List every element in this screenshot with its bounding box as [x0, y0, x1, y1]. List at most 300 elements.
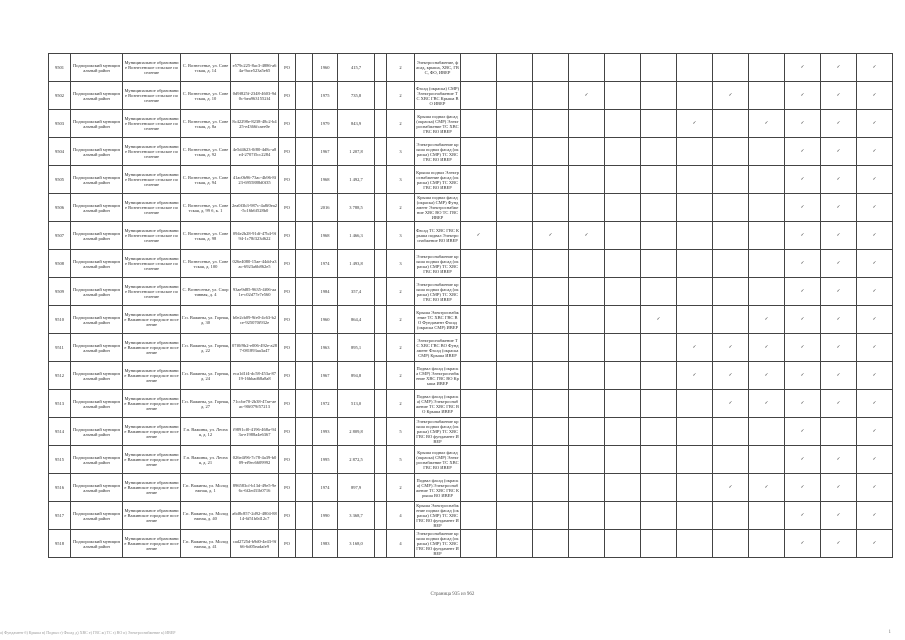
- empty-cell: [375, 334, 387, 362]
- wall-material-cell: РО: [279, 446, 296, 474]
- empty-cell: [461, 250, 497, 278]
- empty-cell: [296, 110, 313, 138]
- empty-cell: [677, 278, 713, 306]
- empty-cell: [497, 82, 533, 110]
- empty-cell: [641, 474, 677, 502]
- empty-cell: [569, 530, 605, 558]
- empty-cell: [749, 530, 785, 558]
- wall-material-cell: РО: [279, 306, 296, 334]
- empty-cell: [713, 306, 749, 334]
- check-mark-icon: ✓: [785, 278, 821, 306]
- floors-cell: 2: [387, 194, 415, 222]
- municipality-cell: Муниципальное образование Важинское городское поселение: [123, 362, 181, 390]
- district-cell: Подпорожский муниципальный район: [71, 278, 123, 306]
- address-cell: Г.п. Важины, ул. Горная, д. 30: [181, 306, 231, 334]
- empty-cell: [605, 194, 641, 222]
- empty-cell: [461, 306, 497, 334]
- empty-cell: [533, 54, 569, 82]
- area-cell: 1 207,8: [338, 138, 375, 166]
- check-mark-icon: ✓: [749, 390, 785, 418]
- guid-cell: e579c225-8ac3-4886-a64a-9ace523a5e65: [231, 54, 279, 82]
- address-cell: Г.п. Важины, ул. Молодежная, д. 41: [181, 530, 231, 558]
- district-cell: Подпорожский муниципальный район: [71, 334, 123, 362]
- empty-cell: [461, 530, 497, 558]
- empty-cell: [533, 278, 569, 306]
- check-mark-icon: ✓: [569, 222, 605, 250]
- empty-cell: [641, 362, 677, 390]
- empty-cell: [641, 138, 677, 166]
- check-mark-icon: ✓: [785, 250, 821, 278]
- check-mark-icon: ✓: [857, 54, 893, 82]
- area-cell: 1 466,3: [338, 222, 375, 250]
- empty-cell: [605, 222, 641, 250]
- empty-cell: [677, 54, 713, 82]
- empty-cell: [375, 362, 387, 390]
- empty-cell: [605, 250, 641, 278]
- floors-cell: 5: [387, 418, 415, 446]
- check-mark-icon: ✓: [713, 82, 749, 110]
- floors-cell: 2: [387, 474, 415, 502]
- bottom-legend-strip: а) Фундамент б) Крыша в) Подвал г) Фасад д) ХВС е) ГВС ж) ТС з) ВО и) Электроснабжение к) ИВЕР: [0, 630, 176, 635]
- check-mark-icon: ✓: [857, 362, 893, 390]
- check-mark-icon: ✓: [785, 110, 821, 138]
- guid-cell: eca1d1f4-dc58-453a-8719-16bbad68a8a8: [231, 362, 279, 390]
- check-mark-icon: ✓: [857, 530, 893, 558]
- table-row: [49, 166, 893, 194]
- area-cell: 864,4: [338, 306, 375, 334]
- row-number: 9504: [49, 138, 71, 166]
- empty-cell: [569, 278, 605, 306]
- empty-cell: [569, 166, 605, 194]
- empty-cell: [821, 418, 857, 446]
- check-mark-icon: ✓: [677, 362, 713, 390]
- empty-cell: [533, 334, 569, 362]
- check-mark-icon: ✓: [677, 110, 713, 138]
- check-mark-icon: ✓: [677, 334, 713, 362]
- empty-cell: [569, 250, 605, 278]
- works-list-cell: Фасад (окраска) СМР) Электроснабжение ТС ХВС ГВС Крыша ВО ИВЕР: [415, 82, 461, 110]
- check-mark-icon: ✓: [785, 474, 821, 502]
- check-mark-icon: ✓: [785, 446, 821, 474]
- empty-cell: [497, 194, 533, 222]
- empty-cell: [296, 306, 313, 334]
- empty-cell: [461, 194, 497, 222]
- empty-cell: [296, 390, 313, 418]
- empty-cell: [569, 306, 605, 334]
- empty-cell: [569, 138, 605, 166]
- empty-cell: [296, 418, 313, 446]
- municipality-cell: Муниципальное образование Важинское городское поселение: [123, 334, 181, 362]
- check-mark-icon: ✓: [785, 306, 821, 334]
- empty-cell: [296, 446, 313, 474]
- year-cell: 2016: [313, 194, 338, 222]
- empty-cell: [605, 418, 641, 446]
- empty-cell: [375, 250, 387, 278]
- floors-cell: 2: [387, 278, 415, 306]
- works-list-cell: Электроснабжение ТС ХВС ГВС ВО Фундамент Фасад (окраска СМР) Крыша ИВЕР: [415, 334, 461, 362]
- empty-cell: [749, 418, 785, 446]
- empty-cell: [461, 502, 497, 530]
- wall-material-cell: РО: [279, 82, 296, 110]
- empty-cell: [641, 250, 677, 278]
- empty-cell: [497, 446, 533, 474]
- district-cell: Подпорожский муниципальный район: [71, 250, 123, 278]
- check-mark-icon: ✓: [821, 250, 857, 278]
- row-number: 9506: [49, 194, 71, 222]
- empty-cell: [641, 502, 677, 530]
- check-mark-icon: ✓: [785, 54, 821, 82]
- check-mark-icon: ✓: [641, 306, 677, 334]
- empty-cell: [641, 334, 677, 362]
- check-mark-icon: ✓: [461, 222, 497, 250]
- works-list-cell: Электроснабжение крыша подвал фасад (окраска) СМР) ТС ХВС ГВС ВО ИВЕР: [415, 250, 461, 278]
- area-cell: 2 872,5: [338, 446, 375, 474]
- floors-cell: 5: [387, 446, 415, 474]
- row-number: 9502: [49, 82, 71, 110]
- check-mark-icon: ✓: [857, 278, 893, 306]
- empty-cell: [713, 166, 749, 194]
- empty-cell: [497, 166, 533, 194]
- address-cell: С. Вознесенье, ул. Советская, д. 99 б, к. 1: [181, 194, 231, 222]
- year-cell: 1963: [313, 334, 338, 362]
- check-mark-icon: ✓: [821, 278, 857, 306]
- empty-cell: [605, 110, 641, 138]
- check-mark-icon: ✓: [821, 334, 857, 362]
- empty-cell: [461, 446, 497, 474]
- floors-cell: 3: [387, 250, 415, 278]
- address-cell: С. Вознесенье, ул. Советская, д. 14: [181, 54, 231, 82]
- empty-cell: [749, 278, 785, 306]
- area-cell: 357,4: [338, 278, 375, 306]
- row-number: 9513: [49, 390, 71, 418]
- housing-register-table: [48, 53, 893, 558]
- guid-cell: 2ea0f3b3-987c-4a8f0ea2-5c16b6f528b0: [231, 194, 279, 222]
- empty-cell: [677, 222, 713, 250]
- works-list-cell: Подвал фасад (окраска) СМР) Электроснабжение ТС ХВС ГВС ВО Крыша ИВЕР: [415, 390, 461, 418]
- empty-cell: [296, 474, 313, 502]
- empty-cell: [375, 474, 387, 502]
- empty-cell: [749, 166, 785, 194]
- floors-cell: 2: [387, 110, 415, 138]
- works-list-cell: Крыша подвал фасад (окраска) СМР) Фундамент Электроснабжение ХВС ВО ТС ГВС ИВЕР: [415, 194, 461, 222]
- empty-cell: [605, 54, 641, 82]
- empty-cell: [497, 362, 533, 390]
- empty-cell: [605, 390, 641, 418]
- check-mark-icon: ✓: [785, 418, 821, 446]
- table-row: [49, 82, 893, 110]
- wall-material-cell: РО: [279, 362, 296, 390]
- empty-cell: [677, 194, 713, 222]
- empty-cell: [533, 502, 569, 530]
- empty-cell: [641, 54, 677, 82]
- empty-cell: [749, 446, 785, 474]
- empty-cell: [749, 54, 785, 82]
- municipality-cell: Муниципальное образование Вознесенское сельское поселение: [123, 138, 181, 166]
- wall-material-cell: РО: [279, 334, 296, 362]
- empty-cell: [375, 54, 387, 82]
- page-number: 1: [888, 630, 891, 635]
- empty-cell: [749, 222, 785, 250]
- empty-cell: [749, 138, 785, 166]
- check-mark-icon: ✓: [749, 306, 785, 334]
- year-cell: 1960: [313, 306, 338, 334]
- table-row: [49, 306, 893, 334]
- area-cell: 3 368,7: [338, 502, 375, 530]
- municipality-cell: Муниципальное образование Важинское городское поселение: [123, 418, 181, 446]
- check-mark-icon: ✓: [821, 54, 857, 82]
- guid-cell: 71ccbe70-2b38-47ae-aeac-90f079f57213: [231, 390, 279, 418]
- address-cell: Г.п. Важины, ул. Горная, д. 27: [181, 390, 231, 418]
- empty-cell: [533, 530, 569, 558]
- check-mark-icon: ✓: [713, 390, 749, 418]
- check-mark-icon: ✓: [821, 390, 857, 418]
- empty-cell: [713, 138, 749, 166]
- check-mark-icon: ✓: [857, 166, 893, 194]
- table-row: [49, 418, 893, 446]
- district-cell: Подпорожский муниципальный район: [71, 138, 123, 166]
- empty-cell: [296, 166, 313, 194]
- area-cell: 2 809,8: [338, 418, 375, 446]
- empty-cell: [569, 418, 605, 446]
- wall-material-cell: РО: [279, 166, 296, 194]
- empty-cell: [605, 446, 641, 474]
- year-cell: 1979: [313, 110, 338, 138]
- empty-cell: [677, 418, 713, 446]
- check-mark-icon: ✓: [857, 138, 893, 166]
- district-cell: Подпорожский муниципальный район: [71, 446, 123, 474]
- empty-cell: [713, 250, 749, 278]
- district-cell: Подпорожский муниципальный район: [71, 474, 123, 502]
- year-cell: 1974: [313, 474, 338, 502]
- municipality-cell: Муниципальное образование Важинское городское поселение: [123, 502, 181, 530]
- empty-cell: [461, 110, 497, 138]
- floors-cell: 2: [387, 362, 415, 390]
- empty-cell: [605, 138, 641, 166]
- address-cell: С. Вознесенье, ул. Спортивная, д. 4: [181, 278, 231, 306]
- empty-cell: [296, 82, 313, 110]
- empty-cell: [375, 446, 387, 474]
- empty-cell: [461, 390, 497, 418]
- page-footer: Страница 935 из 962: [430, 592, 475, 597]
- wall-material-cell: РО: [279, 278, 296, 306]
- check-mark-icon: ✓: [785, 138, 821, 166]
- empty-cell: [375, 390, 387, 418]
- check-mark-icon: ✓: [713, 362, 749, 390]
- area-cell: 3 168,0: [338, 530, 375, 558]
- check-mark-icon: ✓: [749, 362, 785, 390]
- row-number: 9510: [49, 306, 71, 334]
- guid-cell: 026e4f96-7c78-4a39-b009-ef9ec6609992: [231, 446, 279, 474]
- empty-cell: [497, 222, 533, 250]
- floors-cell: 3: [387, 138, 415, 166]
- register-sheet: [48, 53, 877, 558]
- empty-cell: [375, 502, 387, 530]
- empty-cell: [569, 390, 605, 418]
- table-row: [49, 194, 893, 222]
- table-row: [49, 110, 893, 138]
- floors-cell: 2: [387, 334, 415, 362]
- empty-cell: [713, 530, 749, 558]
- address-cell: С. Вознесенье, ул. Советская, д. 92: [181, 138, 231, 166]
- check-mark-icon: ✓: [857, 502, 893, 530]
- table-row: [49, 138, 893, 166]
- empty-cell: [713, 194, 749, 222]
- empty-cell: [461, 474, 497, 502]
- empty-cell: [497, 110, 533, 138]
- check-mark-icon: ✓: [785, 334, 821, 362]
- empty-cell: [677, 166, 713, 194]
- empty-cell: [749, 194, 785, 222]
- empty-cell: [641, 110, 677, 138]
- works-list-cell: Крыша подвал Электроснабжение фасад (окраска) СМР) ТС ХВС ГВС ВО ИВЕР: [415, 166, 461, 194]
- guid-cell: 8c42298e-8238-48c2-b425-e4366fcaee0e: [231, 110, 279, 138]
- empty-cell: [605, 530, 641, 558]
- wall-material-cell: РО: [279, 222, 296, 250]
- district-cell: Подпорожский муниципальный район: [71, 306, 123, 334]
- area-cell: 895,1: [338, 334, 375, 362]
- empty-cell: [641, 418, 677, 446]
- empty-cell: [749, 250, 785, 278]
- district-cell: Подпорожский муниципальный район: [71, 110, 123, 138]
- district-cell: Подпорожский муниципальный район: [71, 530, 123, 558]
- works-list-cell: Крыша Электроснабжение ТС ХВС ГВС ВО Фундамент Фасад (окраска СМР) ИВЕР: [415, 306, 461, 334]
- table-row: [49, 390, 893, 418]
- empty-cell: [375, 110, 387, 138]
- empty-cell: [375, 530, 387, 558]
- empty-cell: [605, 278, 641, 306]
- empty-cell: [605, 502, 641, 530]
- works-list-cell: Крыша подвал фасад (окраска) СМР) Электроснабжение ТС ХВС ГВС ВО ИВЕР: [415, 110, 461, 138]
- guid-cell: f9891cf0-4196-468a-943a-e1988a4e6367: [231, 418, 279, 446]
- wall-material-cell: РО: [279, 390, 296, 418]
- empty-cell: [461, 138, 497, 166]
- empty-cell: [461, 54, 497, 82]
- empty-cell: [605, 306, 641, 334]
- check-mark-icon: ✓: [821, 306, 857, 334]
- empty-cell: [296, 138, 313, 166]
- row-number: 9517: [49, 502, 71, 530]
- empty-cell: [677, 250, 713, 278]
- wall-material-cell: РО: [279, 250, 296, 278]
- empty-cell: [497, 418, 533, 446]
- check-mark-icon: ✓: [785, 362, 821, 390]
- row-number: 9515: [49, 446, 71, 474]
- check-mark-icon: ✓: [533, 222, 569, 250]
- empty-cell: [569, 502, 605, 530]
- empty-cell: [375, 278, 387, 306]
- year-cell: 1967: [313, 362, 338, 390]
- empty-cell: [677, 530, 713, 558]
- year-cell: 1968: [313, 166, 338, 194]
- empty-cell: [497, 474, 533, 502]
- empty-cell: [713, 502, 749, 530]
- table-row: [49, 54, 893, 82]
- guid-cell: 896583cf-b13d-49e5-9e6c-6f2ed31b0716: [231, 474, 279, 502]
- empty-cell: [641, 390, 677, 418]
- empty-cell: [497, 138, 533, 166]
- table-row: [49, 474, 893, 502]
- address-cell: С. Вознесенье, ул. Советская, д. 8а: [181, 110, 231, 138]
- floors-cell: 4: [387, 502, 415, 530]
- municipality-cell: Муниципальное образование Важинское городское поселение: [123, 474, 181, 502]
- empty-cell: [461, 362, 497, 390]
- empty-cell: [677, 502, 713, 530]
- empty-cell: [641, 530, 677, 558]
- empty-cell: [497, 390, 533, 418]
- empty-cell: [497, 278, 533, 306]
- municipality-cell: Муниципальное образование Вознесенское сельское поселение: [123, 82, 181, 110]
- empty-cell: [713, 54, 749, 82]
- municipality-cell: Муниципальное образование Важинское городское поселение: [123, 306, 181, 334]
- municipality-cell: Муниципальное образование Вознесенское сельское поселение: [123, 166, 181, 194]
- empty-cell: [605, 474, 641, 502]
- year-cell: 1960: [313, 54, 338, 82]
- empty-cell: [461, 334, 497, 362]
- works-list-cell: Электроснабжение крыша подвал фасад (окраска) СМР) ТС ХВС ГВС ВО фундамент ИВЕР: [416, 419, 459, 444]
- empty-cell: [641, 166, 677, 194]
- empty-cell: [605, 362, 641, 390]
- municipality-cell: Муниципальное образование Вознесенское сельское поселение: [123, 194, 181, 222]
- year-cell: 1974: [313, 250, 338, 278]
- address-cell: Г.п. Важины, ул. Лесная, д. 21: [181, 446, 231, 474]
- address-cell: С. Вознесенье, ул. Советская, д. 10: [181, 82, 231, 110]
- empty-cell: [677, 474, 713, 502]
- empty-cell: [497, 54, 533, 82]
- check-mark-icon: ✓: [821, 446, 857, 474]
- table-row: [49, 222, 893, 250]
- address-cell: С. Вознесенье, ул. Советская, д. 94: [181, 166, 231, 194]
- address-cell: С. Вознесенье, ул. Советская, д. 98: [181, 222, 231, 250]
- guid-cell: 41ac0b96-73ac-4b96-8f23-6955888d0f35: [231, 166, 279, 194]
- municipality-cell: Муниципальное образование Важинское городское поселение: [123, 390, 181, 418]
- empty-cell: [533, 250, 569, 278]
- empty-cell: [461, 278, 497, 306]
- row-number: 9516: [49, 474, 71, 502]
- empty-cell: [296, 362, 313, 390]
- empty-cell: [605, 334, 641, 362]
- municipality-cell: Муниципальное образование Вознесенское сельское поселение: [123, 278, 181, 306]
- address-cell: Г.п. Важины, ул. Молодежная, д. 40: [181, 502, 231, 530]
- empty-cell: [375, 418, 387, 446]
- check-mark-icon: ✓: [857, 82, 893, 110]
- empty-cell: [533, 474, 569, 502]
- empty-cell: [713, 110, 749, 138]
- empty-cell: [605, 82, 641, 110]
- district-cell: Подпорожский муниципальный район: [71, 418, 123, 446]
- table-row: [49, 446, 893, 474]
- check-mark-icon: ✓: [785, 166, 821, 194]
- empty-cell: [533, 446, 569, 474]
- empty-cell: [533, 418, 569, 446]
- check-mark-icon: ✓: [785, 194, 821, 222]
- guid-cell: 07f0f9b2-e006-492e-a287-081893aa3a47: [231, 334, 279, 362]
- municipality-cell: Муниципальное образование Вознесенское сельское поселение: [123, 222, 181, 250]
- wall-material-cell: РО: [279, 502, 296, 530]
- empty-cell: [677, 446, 713, 474]
- district-cell: Подпорожский муниципальный район: [71, 54, 123, 82]
- address-cell: С. Вознесенье, ул. Советская, д. 100: [181, 250, 231, 278]
- table-row: [49, 362, 893, 390]
- check-mark-icon: ✓: [857, 222, 893, 250]
- empty-cell: [461, 418, 497, 446]
- municipality-cell: Муниципальное образование Вознесенское сельское поселение: [123, 110, 181, 138]
- floors-cell: 3: [387, 166, 415, 194]
- area-cell: 3 788,5: [338, 194, 375, 222]
- district-cell: Подпорожский муниципальный район: [71, 166, 123, 194]
- floors-cell: 2: [387, 82, 415, 110]
- check-mark-icon: ✓: [857, 390, 893, 418]
- municipality-cell: Муниципальное образование Важинское городское поселение: [123, 446, 181, 474]
